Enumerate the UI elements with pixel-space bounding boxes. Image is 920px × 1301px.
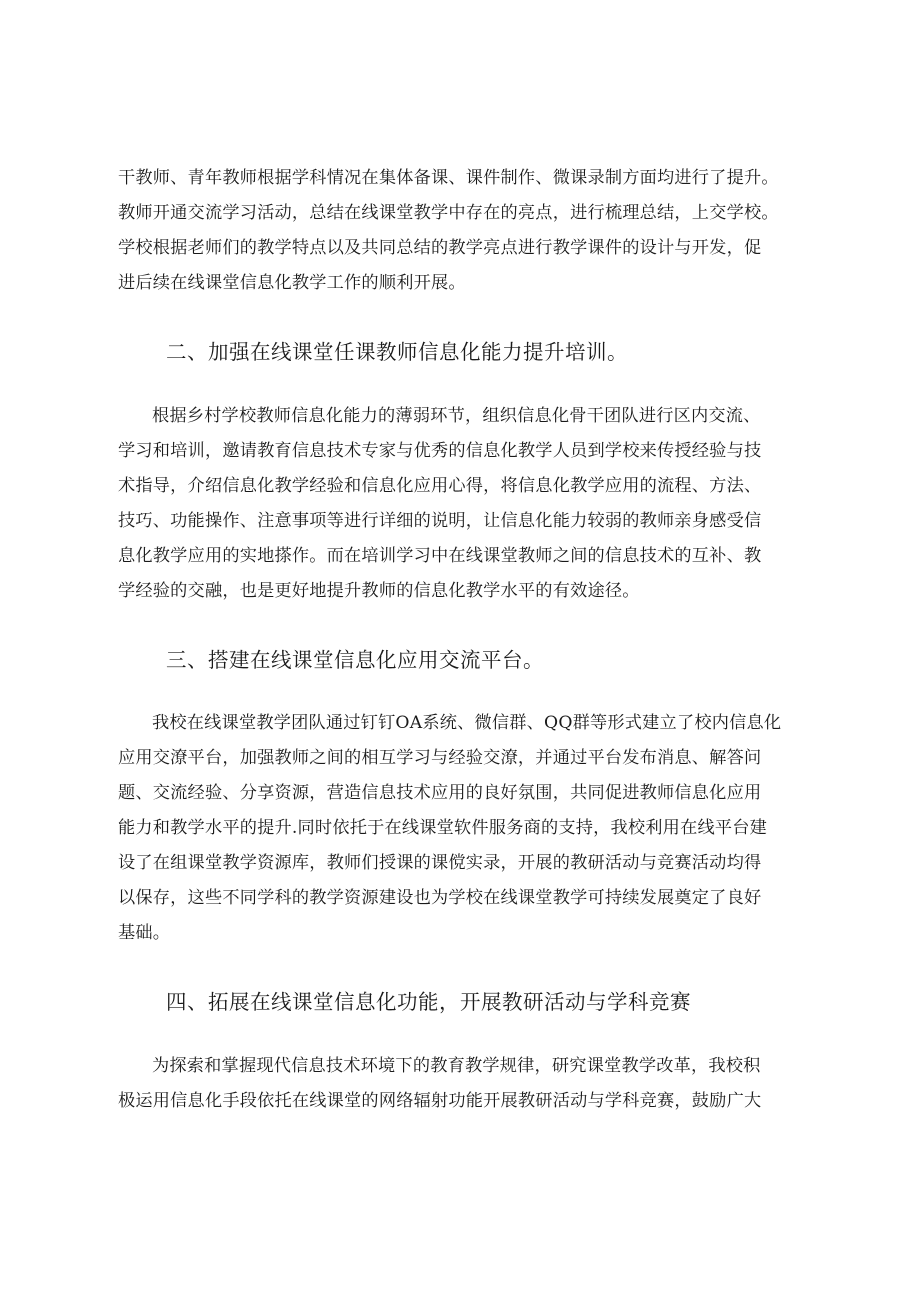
text-line: 以保存，这些不同学科的教学资源建设也为学校在线课堂教学可持续发展奠定了良好 [118,888,762,908]
text-line: 进后续在线课堂信息化教学工作的顺利开展。 [118,273,466,293]
text-line: 根据乡村学校教师信息化能力的薄弱环节，组织信息化骨干团队进行区内交流、 [152,406,761,426]
text-line: 应用交潦平台，加强教师之间的相互学习与经验交潦，并通过平台发布消息、解答问 [118,748,762,768]
text-line: 息化教学应用的实地搽作。而在培训学习中在线课堂教师之间的信息技术的互补、教 [118,546,762,566]
section-heading-3: 三、搭建在线课堂信息化应用交流平台。 [166,648,544,672]
section-heading-2: 二、加强在线课堂任课教师信息化能力提升培训。 [166,340,628,364]
text-line: 为探索和掌握现代信息技术环境下的教育教学规律，研究课堂教学改革，我校积 [152,1056,761,1076]
text-line: 技巧、功能操作、注意事项等进行详细的说明，让信息化能力较弱的教师亲身感受信 [118,511,762,531]
text-line: 设了在组课堂教学资源库，教师们授课的课傥实录，开展的教研活动与竞赛活动均得 [118,853,762,873]
text-line: 我校在线课堂教学团队通过钉钉OA系统、微信群、QQ群等形式建立了校内信息化 [152,713,782,733]
text-line: 基础。 [118,923,171,943]
section-heading-4: 四、拓展在线课堂信息化功能，开展教研活动与学科竞赛 [166,990,691,1014]
text-line: 学习和培训，邀请教育信息技术专家与优秀的信息化教学人员到学校来传授经验与技 [118,441,762,461]
text-line: 学经验的交融，也是更好地提升教师的信息化教学水平的有效途径。 [118,581,640,601]
text-line: 极运用信息化手段依托在线课堂的网络辐射功能开展教研活动与学科竞赛，鼓励广大 [118,1091,762,1111]
text-line: 术指导，介绍信息化教学经验和信息化应用心得，将信息化教学应用的流程、方法、 [118,476,762,496]
text-line: 能力和教学水平的提升.同时依托于在线课堂软件服务商的支持，我校利用在线平台建 [118,818,768,838]
text-line: 教师开通交流学习活动，总结在线课堂教学中存在的亮点，进行梳理总结，上交学校。 [118,203,779,223]
text-line: 学校根据老师们的教学特点以及共同总结的教学亮点进行教学课件的设计与开发，促 [118,238,762,258]
text-line: 题、交流经验、分享资源，营造信息技术应用的良好氛围，共同促进教师信息化应用 [118,783,762,803]
text-line: 干教师、青年教师根据学科情况在集体备课、课件制作、微课录制方面均进行了提升。 [118,168,779,188]
